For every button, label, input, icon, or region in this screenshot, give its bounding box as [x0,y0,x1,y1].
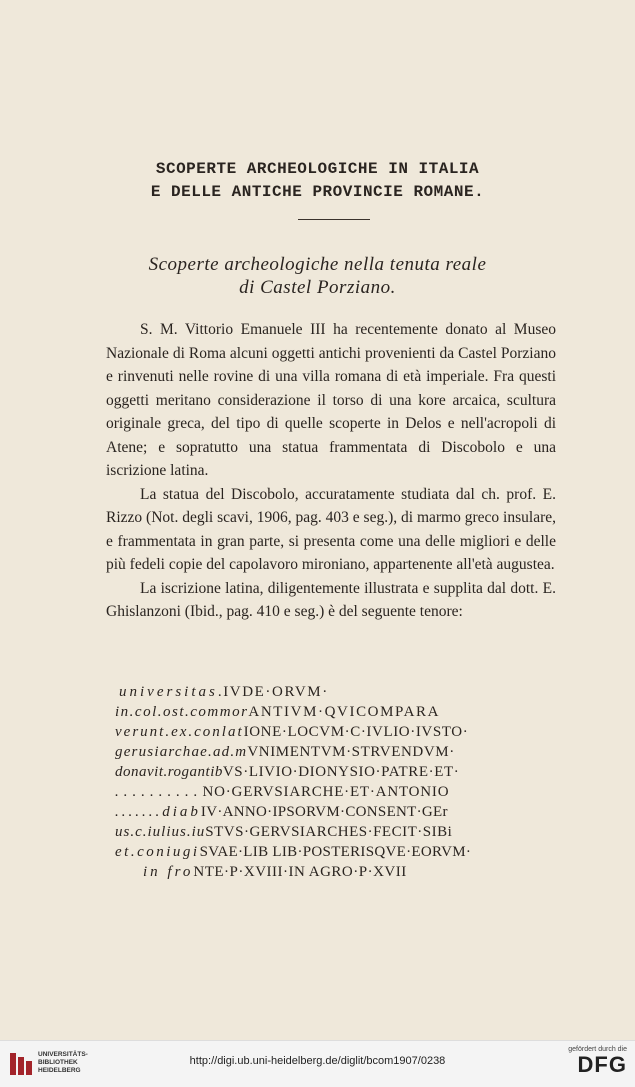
viewer-footer [0,1040,635,1087]
paragraph-1: S. M. Vittorio Emanuele III ha recentemente donato al Museo Nazionale di Roma alcuni oggetti antichi provenienti da Castel Porziano e rinvenuti nelle rovine di una villa romana di età imperiale. Fra questi oggetti meritano considerazione il torso di una kore arcaica, scultura originale greca, del tipo di quelle scoperte in Delos e nell'acropoli di Atene; e sopratutto una statua frammentata di Discobolo e una iscrizione latina. [106,321,556,479]
heading-line-2: E DELLE ANTICHE PROVINCIE ROMANE. [150,183,485,201]
inscription-line: .......diabIV·ANNO·IPSORVM·CONSENT·GEr [115,804,448,820]
inscription-line: in froNTE·P·XVIII·IN AGRO·P·XVII [143,864,407,880]
paragraph-3: La iscrizione latina, diligentemente illustrata e supplita dal dott. E. Ghislanzoni (Ibid., pag. 410 e seg.) è del seguente tenore: [106,579,556,620]
inscription-line: et.coniugiSVAE·LIB LIB·POSTERISQVE·EORVM· [115,844,472,860]
inscription-line: universitas.IVDE·ORVM· [119,684,329,700]
subtitle-line-2: di Castel Porziano. [239,277,396,298]
inscription-line: us.c.iulius.iuSTVS·GERVSIARCHES·FECIT·SIBi [115,824,453,840]
dfg-logo: DFG [577,1052,627,1077]
inscription-line: verunt.ex.conlatIONE·LOCVM·C·IVLIO·IVSTO· [115,724,469,740]
latin-inscription [115,682,555,882]
inscription-line: ..........NO·GERVSIARCHE·ET·ANTONIO [115,784,450,800]
funded-by-label: gefördert durch die [568,1046,627,1053]
inscription-line: in.col.ost.commorANTIVM·QVICOMPARA [115,704,441,720]
inscription-line: donavit.rogantibVS·LIVIO·DIONYSIO·PATRE·ET· [115,764,460,780]
paragraph-2: La statua del Discobolo, accuratamente studiata dal ch. prof. E. Rizzo (Not. degli scavi, 1906, pag. 403 e seg.), di marmo greco insulare, e frammentata in gran parte, si presenta come una delle migliori e delle più fedeli copie del capolavoro mironiano, appartenente all'età augustea. [106,485,556,573]
funder-badge [557,1046,627,1077]
library-name: UNIVERSITÄTS- BIBLIOTHEK HEIDELBERG [38,1051,88,1074]
subtitle-line-1: Scoperte archeologiche nella tenuta reale [148,254,487,275]
body-text [106,318,556,624]
permalink-url[interactable]: http://digi.ub.uni-heidelberg.de/diglit/bcom1907/0238 [189,1055,446,1067]
inscription-line: gerusiarchae.ad.mVNIMENTVM·STRVENDVM· [115,744,455,760]
heading-line-1: SCOPERTE ARCHEOLOGICHE IN ITALIA [155,160,480,178]
divider-rule [298,219,370,220]
